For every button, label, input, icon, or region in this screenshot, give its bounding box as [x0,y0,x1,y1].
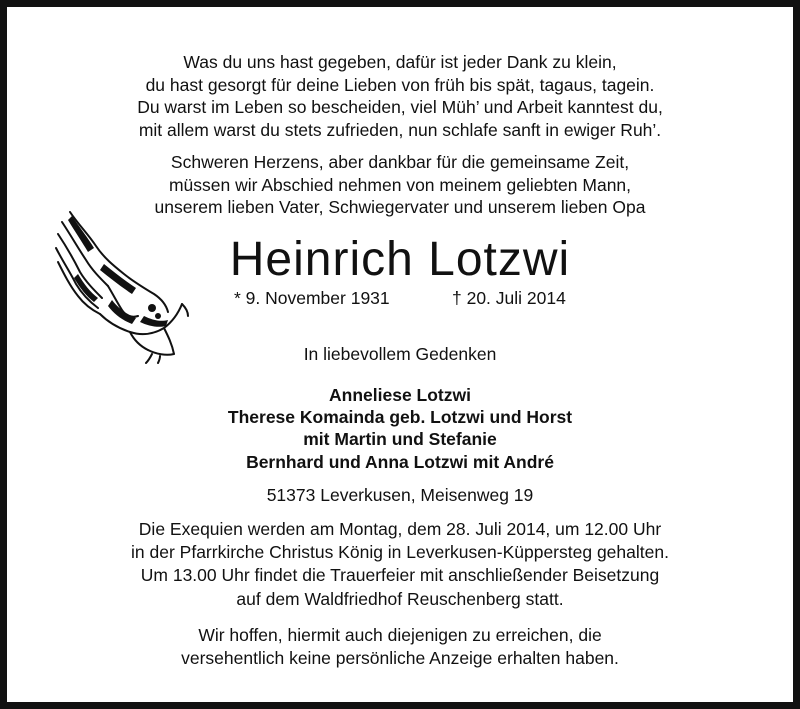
poem-line: du hast gesorgt für deine Lieben von früh bis spät, tagaus, tagein. [145,74,655,95]
intro-line: Schweren Herzens, aber dankbar für die gemeinsame Zeit, [170,152,630,172]
intro-line: müssen wir Abschied nehmen von meinem geliebten Mann, [168,174,632,195]
closing-line: Wir hoffen, hiermit auch diejenigen zu erreichen, die [198,625,602,645]
poem [0,51,800,141]
family-line: Anneliese Lotzwi [329,385,471,405]
service-info [0,518,800,611]
death-date: † 20. Juli 2014 [452,288,566,308]
intro-line: unserem lieben Vater, Schwiegervater und unserem lieben Opa [154,197,646,217]
service-line: in der Pfarrkirche Christus König in Leverkusen-Küppersteg gehalten. [131,542,669,563]
deceased-name: Heinrich Lotzwi [229,233,571,286]
closing-note [0,624,800,669]
service-line: auf dem Waldfriedhof Reuschenberg statt. [236,588,564,609]
service-line: Die Exequien werden am Montag, dem 28. Juli 2014, um 12.00 Uhr [138,519,662,539]
poem-line: Was du uns hast gegeben, dafür ist jeder Dank zu klein, [183,52,617,72]
family-line: Therese Komainda geb. Lotzwi und Horst [227,407,573,428]
address [0,484,800,506]
birth-date: * 9. November 1931 [234,288,390,308]
poem-line: mit allem warst du stets zufrieden, nun schlafe sanft in ewiger Ruh’. [138,119,662,140]
family-signatures [0,384,800,473]
family-line: Bernhard und Anna Lotzwi mit André [246,451,554,472]
memory-text: In liebevollem Gedenken [303,344,497,364]
service-line: Um 13.00 Uhr findet die Trauerfeier mit anschließender Beisetzung [140,565,660,586]
memory-line [0,343,800,365]
address-text: 51373 Leverkusen, Meisenweg 19 [266,485,534,505]
closing-line: versehentlich keine persönliche Anzeige erhalten haben. [181,647,619,668]
family-line: mit Martin und Stefanie [303,429,497,450]
poem-line: Du warst im Leben so bescheiden, viel Müh’ und Arbeit kanntest du, [137,97,663,117]
